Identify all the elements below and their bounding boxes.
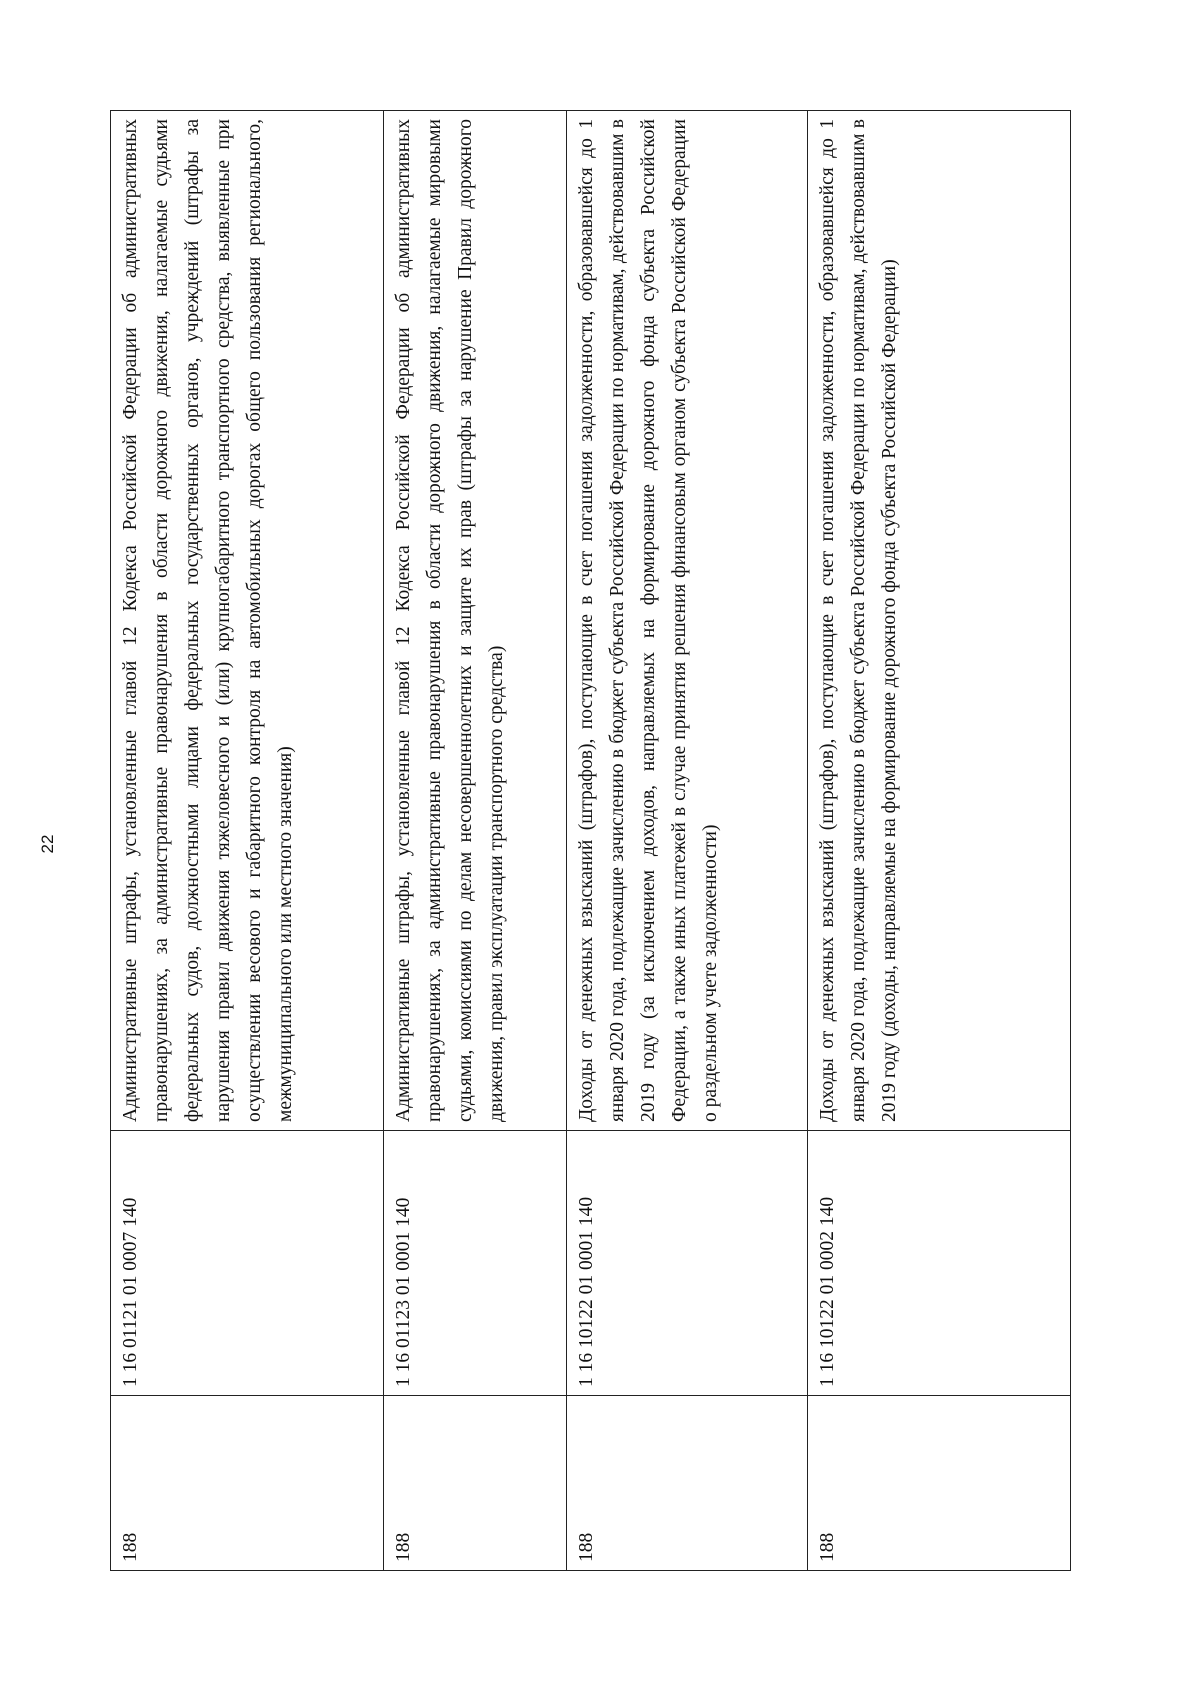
income-name-cell: Административные штрафы, установленные главой 12 Кодекса Российской Федерации об административных правонарушениях, за административные правонарушения в области дорожного движения, налагаемые судьями федеральных судов, должностными лицами федеральных государственных органов, учреждений (штрафы за нарушения правил движения тяжеловесного и (или) крупногабаритного транспортного средства, выявленные при осуществлении весового и габаритного контроля на автомобильных дорогах общего пользования регионального, межмуниципального или местного значения): [111, 111, 384, 1131]
income-name-cell: Доходы от денежных взысканий (штрафов), поступающие в счет погашения задолженности, образовавшейся до 1 января 2020 года, подлежащие зачислению в бюджет субъекта Российской Федерации по нормативам, действовавшим в 2019 году (доходы, направляемые на формирование дорожного фонда субъекта Российской Федерации): [808, 111, 1071, 1131]
table-row: [808, 111, 1071, 1571]
kbk-code-cell: 1 16 01121 01 0007 140: [111, 1131, 384, 1396]
admin-code-cell: 188: [808, 1396, 1071, 1571]
income-name-cell: Доходы от денежных взысканий (штрафов), поступающие в счет погашения задолженности, образовавшейся до 1 января 2020 года, подлежащие зачислению в бюджет субъекта Российской Федерации по нормативам, действовавшим в 2019 году (за исключением доходов, направляемых на формирование дорожного фонда субъекта Российской Федерации, а также иных платежей в случае принятия решения финансовым органом субъекта Российской Федерации о раздельном учете задолженности): [567, 111, 808, 1131]
admin-code-cell: 188: [111, 1396, 384, 1571]
admin-code-cell: 188: [567, 1396, 808, 1571]
income-codes-table: [110, 110, 1071, 1571]
kbk-code-cell: 1 16 01123 01 0001 140: [384, 1131, 567, 1396]
admin-code-cell: 188: [384, 1396, 567, 1571]
income-name-cell: Административные штрафы, установленные главой 12 Кодекса Российской Федерации об административных правонарушениях, за административные правонарушения в области дорожного движения, налагаемые мировыми судьями, комиссиями по делам несовершеннолетних и защите их прав (штрафы за нарушение Правил дорожного движения, правил эксплуатации транспортного средства): [384, 111, 567, 1131]
table-row: [567, 111, 808, 1571]
table-container: [110, 110, 1070, 1570]
kbk-code-cell: 1 16 10122 01 0001 140: [567, 1131, 808, 1396]
kbk-code-cell: 1 16 10122 01 0002 140: [808, 1131, 1071, 1396]
table-row: [111, 111, 384, 1571]
table-row: [384, 111, 567, 1571]
page-number: 22: [38, 834, 57, 854]
